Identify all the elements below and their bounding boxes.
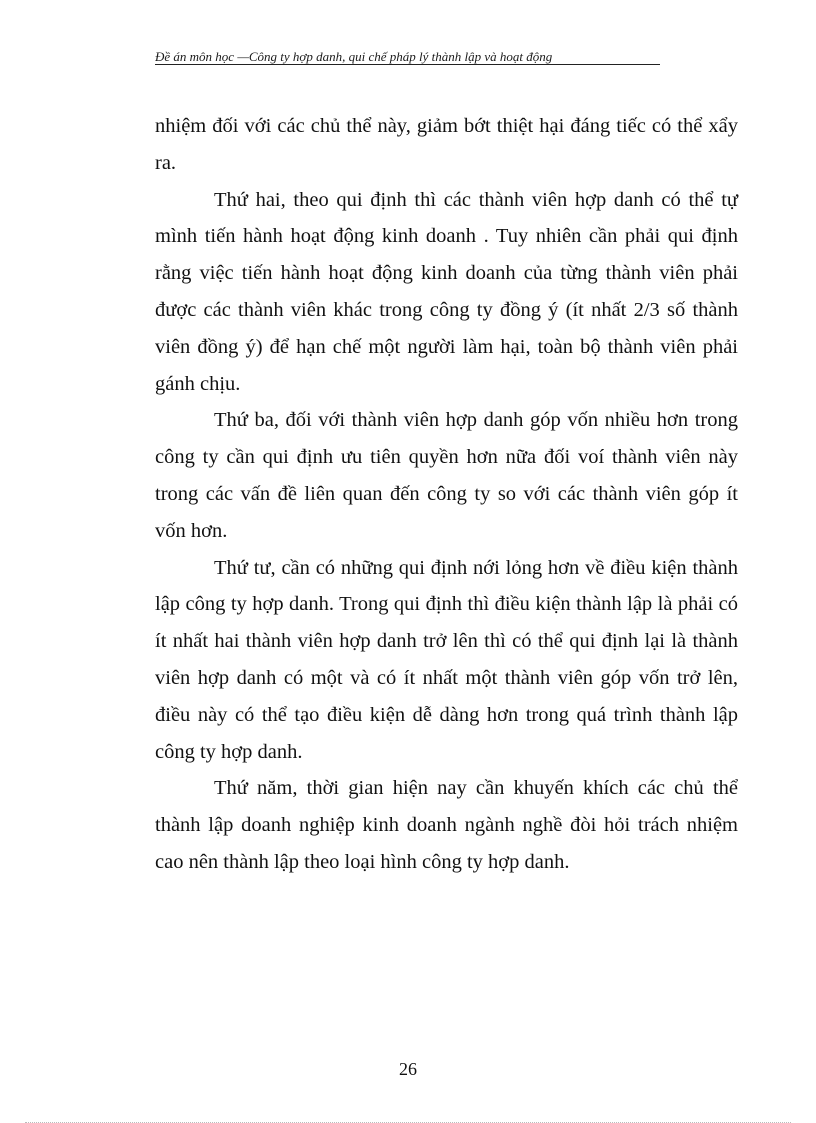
paragraph-thu-nam: Thứ năm, thời gian hiện nay cần khuyến khích các chủ thể thành lập doanh nghiệp kinh doanh ngành nghề đòi hỏi trách nhiệm cao nên thành lập theo loại hình công ty hợp danh. — [155, 777, 738, 873]
paragraph-thu-ba: Thứ ba, đối với thành viên hợp danh góp vốn nhiều hơn trong công ty cần qui định ưu tiên quyền hơn nữa đối voí thành viên này trong các vấn đề liên quan đến công ty so với các thành viên góp ít vốn hơn. — [155, 409, 738, 542]
running-header: Đề án môn học —Công ty hợp danh, qui chế pháp lý thành lập và hoạt động — [155, 49, 553, 64]
paragraph-thu-hai: Thứ hai, theo qui định thì các thành viên hợp danh có thể tự mình tiến hành hoạt động kinh doanh . Tuy nhiên cần phải qui định rằng việc tiến hành hoạt động kinh doanh của từng thành viên phải được các thành viên khác trong công ty đồng ý (ít nhất 2/3 số thành viên đồng ý) để hạn chế một người làm hại, toàn bộ thành viên phải gánh chịu. — [155, 188, 738, 395]
paragraph-continuation: nhiệm đối với các chủ thể này, giảm bớt thiệt hại đáng tiếc có thể xẩy ra. — [155, 115, 738, 174]
body-text — [155, 108, 738, 881]
page-number: 26 — [399, 1059, 417, 1079]
paragraph-thu-tu: Thứ tư, cần có những qui định nới lỏng hơn về điều kiện thành lập công ty hợp danh. Trong qui định thì điều kiện thành lập là phải có ít nhất hai thành viên hợp danh trở lên thì có thể qui định lại là thành viên hợp danh có một và có ít nhất một thành viên góp vốn trở lên, điều này có thể tạo điều kiện dễ dàng hơn trong quá trình thành lập công ty hợp danh. — [155, 556, 738, 763]
header-rule — [155, 64, 660, 65]
